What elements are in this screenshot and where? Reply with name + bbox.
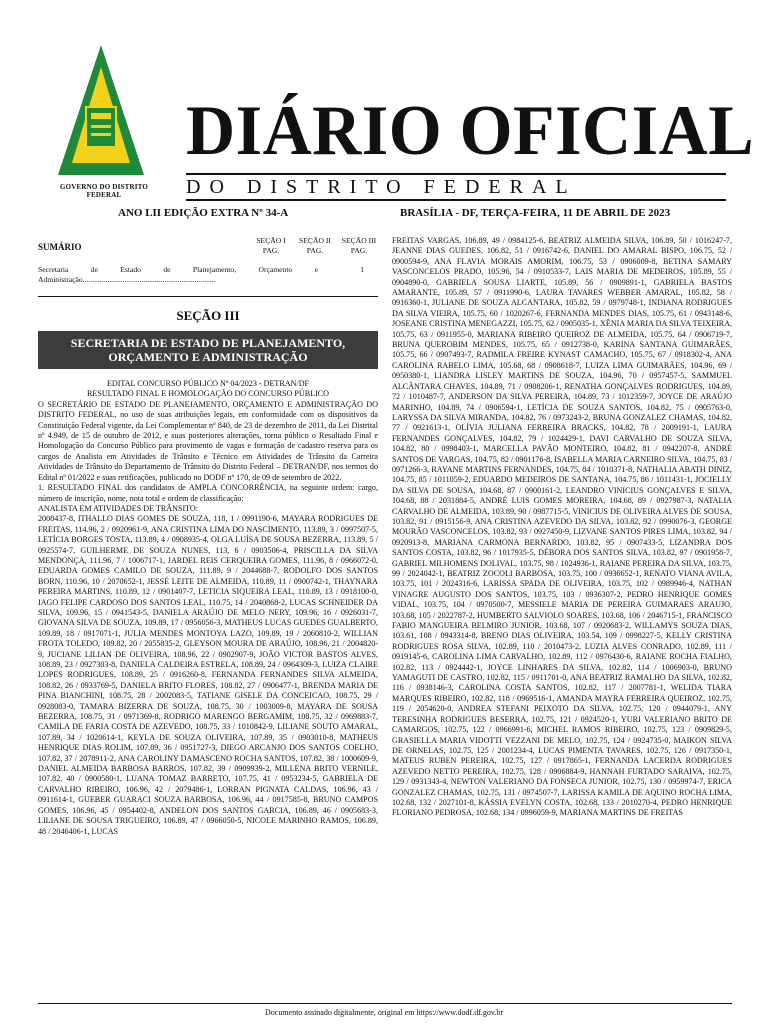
edital-heading bbox=[38, 379, 378, 400]
summary-col-section-2: SEÇÃO II PAG. bbox=[299, 236, 331, 256]
summary-header bbox=[38, 236, 378, 257]
summary-divider bbox=[38, 296, 378, 297]
title-rule-top bbox=[186, 173, 726, 175]
masthead bbox=[0, 0, 768, 200]
left-column bbox=[38, 236, 378, 837]
gdf-coat-of-arms-icon bbox=[56, 45, 146, 195]
footer-divider bbox=[38, 1003, 732, 1004]
newspaper-title: DIÁRIO OFICIAL bbox=[186, 89, 755, 170]
edital-intro: O SECRETÁRIO DE ESTADO DE PLANEJAMENTO, ORÇAMENTO E ADMINISTRAÇÃO DO DISTRITO FEDERAL, no uso de suas atribuições legais, em conformidade com os dispositivos da Constituição Federal vigente, da Lei Complementar nº 840, de 23 de dezembro de 2011, da Lei Distrital nº 4.949, de 15 de outubro de 2012, e suas posteriores alterações, torna público o Resultado Final e Homologação do Concurso Público para provimento de vagas e formação de cadastro reserva para os cargos de Analista em Atividades de Trânsito e Técnico em Atividades de Trânsito da Carreira Atividades de Trânsito do Departamento de Trânsito do Distrito Federal – DETRAN/DF, nos termos do Edital nº 01/2022 e suas retificações, publicado no DODF nº 170, de 09 de setembro de 2022. bbox=[38, 399, 378, 482]
newspaper-subtitle: DO DISTRITO FEDERAL bbox=[186, 176, 577, 198]
edital-subtitle: RESULTADO FINAL E HOMOLOGAÇÃO DO CONCURSO PÚBLICO bbox=[86, 389, 330, 399]
section-banner: SECRETARIA DE ESTADO DE PLANEJAMENTO, ORÇAMENTO E ADMINISTRAÇÃO bbox=[38, 331, 378, 369]
title-rule-bottom bbox=[186, 199, 726, 201]
edition-info: ANO LII EDIÇÃO EXTRA Nº 34-A bbox=[118, 207, 289, 219]
summary-columns bbox=[252, 236, 378, 257]
edital-item-1-subheading: ANALISTA EM ATIVIDADES DE TRÂNSITO: bbox=[38, 503, 199, 513]
footer-note: Documento assinado digitalmente, original em https://www.dodf.df.gov.br bbox=[264, 1008, 504, 1017]
section-title: SEÇÃO III bbox=[176, 307, 240, 323]
summary-entry-page: 1 bbox=[360, 264, 364, 274]
summary-entry bbox=[38, 265, 378, 286]
publication-date: BRASÍLIA - DF, TERÇA-FEIRA, 11 DE ABRIL DE 2023 bbox=[400, 207, 671, 219]
summary-col-section-1: SEÇÃO I PAG. bbox=[256, 236, 286, 256]
summary-title: SUMÁRIO bbox=[38, 242, 82, 252]
summary-col-section-3: SEÇÃO III PAG. bbox=[341, 236, 377, 256]
government-label: GOVERNO DO DISTRITO FEDERAL bbox=[59, 183, 149, 199]
right-column bbox=[392, 236, 732, 819]
edital-item-1: 1. RESULTADO FINAL dos candidatos de AMPLA CONCORRÊNCIA, na seguinte ordem: cargo, número de inscrição, nome, nota total e ordem de classificação: bbox=[38, 483, 378, 503]
edital-title: EDITAL CONCURSO PÚBLICO Nº 04/2023 - DETRAN/DF bbox=[106, 379, 310, 389]
summary-entry-name: Secretaria de Estado de Planejamento, Orçamento e Administração...................................................................... bbox=[38, 264, 318, 285]
results-list-left: 2008437-8, ITHALLO DIAS GOMES DE SOUZA, 118, 1 / 0991190-6, MAYARA RODRIGUES DE FREITAS, 114.96, 2 / 0920961-9, ANA CRISTINA LIMA DO NASCIMENTO, 113.89, 3 / 0997507-5, LETÍCIA BORGES TOSTA, 113.89, 4 / 0908935-4, OLGA LUÍSA DE SOUSA BEZERRA, 113.89, 5 / 0925574-7, GUILHERME DE SOUZA NUNES, 113, 6 / 0903506-4, PRISCILLA DA SILVA MENDONÇA, 111.96, 7 / 1006717-1, JARDEL REIS CERQUEIRA GOMES, 111.96, 8 / 0966072-0, EDUARDA GOMES CAMILO DE SOUZA, 111.89, 9 / 2044688-7, RODOLFO DOS SANTOS BORN, 110.96, 10 / 2070652-1, JESSÉ LEITE DE ALMEIDA, 110.89, 11 / 0900742-1, THAYNARA PEREIRA MARTINS, 110.89, 12 / 0901407-7, LETICIA SIQUEIRA LEAL, 110.89, 13 / 0918100-0, IAGO FELIPE CARDOSO DOS SANTOS LEAL, 110.75, 14 / 2040868-2, LUCAS SCHNEIDER DA SILVA, 109.96, 15 / 0941543-5, DANIELA ARAÚJO DE MELO NERY, 109.96, 16 / 0926031-7, GIOVANA SILVA DE SOUZA, 109.89, 17 / 0956056-3, MATHEUS LUCAS GUEDES GUALBERTO, 109.89, 18 / 0917071-1, JULIA MENDES MONTOYA LAZO, 109.89, 19 / 2060810-2, WILLIAN FROTA TOLEDO, 109.82, 20 / 2055835-2, GLEYSON MOURA DE ARAÚJO, 108.96, 21 / 2004820-9, JUCIANE LILIAN DE OLIVEIRA, 108.96, 22 / 0902907-9, JOÃO VICTOR BASTOS ALVES, 108.89, 23 / 0927303-8, DANIELA CALDEIRA ESTRELA, 108.89, 24 / 0964309-3, LUIZA CLAIRE LOPES RODRIGUES, 108.89, 25 / 0916260-8, FERNANDA FERNANDES SILVA ALMEIDA, 108.82, 26 / 0933769-5, DANIELA BRITO FLORES, 108.82, 27 / 0906477-1, BRENDA MARIA DE PINA BIANCHINI, 108.75, 28 / 2002083-5, TATIANE GISELE DA CONCEICAO, 108.75, 29 / 0928083-0, TAMARA BIZERRA DE SOUZA, 108.75, 30 / 1003009-8, MAYARA DE SOUSA BEZERRA, 108.75, 31 / 0971369-8, RODRIGO MARENGO BERGAMIM, 108.75, 32 / 0969883-7, CAMILA DE FARIA COSTA DE AZEVEDO, 108.75, 33 / 1010842-9, LILIANE SOUTO AMARAL, 107.89, 34 / 1020614-1, KEYLA DE SOUZA OLIVEIRA, 107.89, 35 / 0903010-8, MATHEUS HENRIQUE DIAS ROLIM, 107.89, 36 / 0951727-3, DIEGO ARCANJO DOS SANTOS COELHO, 107.82, 37 / 2078911-2, ANA CAROLINY DAMASCENO ROCHA SANTOS, 107.82, 38 / 1000609-9, DANIEL ALMEIDA BARBOSA BARROS, 107.82, 39 / 0909939-2, MILLENA BRITO VERNILE, 107.82, 40 / 0900580-1, LUANA TOMAZ BARRETO, 107.75, 41 / 0953234-5, GABRIELA DE CARVALHO RIBEIRO, 106.96, 42 / 2079486-1, LORRAN PIGNATA CALDAS, 106.96, 43 / 0911614-1, GUEBER GUARACI SOUZA BARBOSA, 106.96, 44 / 0917585-8, BRUNO CAMPOS GOMES, 106.96, 45 / 0954402-8, ANDELON DOS SANTOS GARCIA, 106.89, 46 / 0905683-3, LILIANE DE SOUSA TRIGUEIRO, 106.89, 47 / 0966050-5, NICOLE MARINHO RAMOS, 106.89, 48 / 2046406-1, LUCAS bbox=[38, 514, 378, 836]
results-list-right: FREITAS VARGAS, 106.89, 49 / 0984125-6, BEATRIZ ALMEIDA SILVA, 106.89, 50 / 1016247-7, JEANNE DIAS GUEDES, 106.82, 51 / 0916742-6, DANIEL DO AMARAL BISPO, 106.75, 52 / 0900594-9, ANA FLAVIA MORAIS AMORIM, 106.75, 53 / 0906009-8, BETINA SAMARY VASCONCELOS PRADO, 105.96, 54 / 0910533-7, LAIS MARIA DE MEDEIROS, 105.89, 55 / 0904890-0, GABRIELA SOUSA LIARTE, 105.89, 56 / 0909891-1, GABRIELA BASTOS AMARANTE, 105.89, 57 / 0911990-6, LAURA TAVARES WEBBER AMARAL, 105.82, 58 / 0916360-1, JULIANE DE SOUZA ALCANTARA, 105.82, 59 / 0979748-1, INDIANA RODRIGUES DA SILVA VIEIRA, 105.75, 60 / 1020267-6, FERNANDA MENDES DIAS, 105.75, 61 / 0943148-6, JOSEANE CRISTINA MENEGAZZI, 105.75, 62 / 0905035-1, XÊNIA MARIA DA SILVA TEIXEIRA, 105.75, 63 / 0911955-0, MARIANA RIBEIRO QUEIROZ DE ALMEIDA, 105.75, 64 / 0906719-7, BRUNA QUEROBIM MENDES, 105.75, 65 / 0912738-0, KARINA SANTANA GUIMARÃES, 105.75, 66 / 0907493-7, RADMILA FREIRE KYNAST CAMACHO, 105.75, 67 / 0918302-4, ANA CAROLINA RABELO LIMA, 105.68, 68 / 0908618-7, LUIZA LIMA GUIMARÃES, 104.96, 69 / 0950380-1, LIANDRA LISLEY MARTINS DE SOUZA, 104.96, 70 / 0957457-5, SAMMUEL ALCÂNTARA CHAVES, 104.89, 71 / 0908206-1, RENATHA GONÇALVES RODRIGUES, 104.89, 72 / 1010487-7, ANDERSON DA SILVA PEREIRA, 104.89, 73 / 1012359-7, JOYCE DE ARAÚJO MARINHO, 104.89, 74 / 0906594-1, LETÍCIA DE SOUZA SANTOS, 104.82, 75 / 0905763-0, LARYSSA DA SILVA MIRANDA, 104.82, 76 / 0973243-2, BRUNA GONZALEZ CHAMAS, 104.82, 77 / 0921613-1, OLÍVIA JULIANA FERREIRA BRACKS, 104.82, 78 / 2009191-1, LAURA FERNANDES GONÇALVES, 104.82, 79 / 1024429-1, DAVI CARVALHO DE SOUZA SILVA, 104.82, 80 / 0998403-1, MARCELLA PAVÃO MONTEIRO, 104.82, 81 / 0942207-8, ANDRÉ SANTOS DE VARGAS, 104.75, 82 / 0901176-8, ISABELLA MARIA CARNEIRO SILVA, 104.75, 83 / 0971266-3, RAYANE MARTINS FERNANDES, 104.75, 84 / 1010371-8, NATHALIA ABATH DINIZ, 104.75, 85 / 1011059-2, EDUARDO MEDEIROS DE SANTANA, 104.75, 86 / 1011431-1, JOCIELLY DA SILVA DE SOUSA, 104.68, 87 / 0900161-2, LEANDRO VINICIUS GONÇALVES E SILVA, 104.68, 88 / 2031884-5, ANDRÉ LUIS GOMES MOREIRA, 104.68, 89 / 0927987-3, NATALIA CARVALHO DE ALMEIDA, 103.89, 90 / 0987715-5, VINICIUS DE OLIVEIRA ALVES DE SOUSA, 103.82, 91 / 0915156-9, ANA CRISTINA AZEVEDO DA SILVA, 103.82, 92 / 0990076-3, GEORGE MOURÃO VASCONCELOS, 103.82, 93 / 0927450-9, LIZVANE SANTOS PIRES LIMA, 103.82, 94 / 0920913-8, MARIANA CARMONA BERNARDO, 103.82, 95 / 0907433-5, LIZANDRA DOS SANTOS COSTA, 103.82, 96 / 1017935-5, DÉBORA DOS SANTOS SILVA, 103.82, 97 / 0901958-7, GABRIEL MILHOMENS DOLIVAL, 103.75, 98 / 1024936-1, RAIANE PEREIRA DA SILVA, 103.75, 99 / 2024042-1, BEATRIZ ZOCOLI BARBOSA, 103.75, 100 / 0936652-1, RENATO VIANA AVILA, 103.75, 101 / 2024316-6, LARISSA SPADA DE OLIVEIRA, 103.75, 102 / 0989946-4, NATHAN VINAGRE AUGUSTO DOS SANTOS, 103.75, 103 / 0936307-2, PEDRO HENRIQUE GOMES VIDAL, 103.75, 104 / 0970500-7, MESSIELE MARIA DE PEREIRA GUIMARAES ARAUJO, 103.68, 105 / 2022787-2, HUMBERTO SALVIOLO SOARES, 103.68, 106 / 2046715-1, FRANCISCO FABIO MANGUEIRA BELMIRO JUNIOR, 103.68, 107 / 0920683-2, WILLAMYS SOUZA DIAS, 103.61, 108 / 0943314-8, BRENO DIAS OLIVEIRA, 103.54, 109 / 0998227-5, KELLY CRISTINA RODRIGUES ROSA SILVA, 102.89, 110 / 2010473-2, LUZIA ALVES CONRADO, 102.89, 111 / 0919145-6, CAROLINA LIMA CARVALHO, 102.89, 112 / 0976430-6, RAIANE ROCHA FIALHO, 102.82, 113 / 0924442-1, JOYCE LINHARES DA SILVA, 102.82, 114 / 1006903-0, BRUNO YAMAGUTI DE CASTRO, 102.82, 115 / 0911701-0, ANA BEATRIZ RAMALHO DA SILVA, 102.82, 116 / 0938146-3, CAROLINA COSTA SANTOS, 102.82, 117 / 2007781-1, WELIDA TIARA MARQUES RIBEIRO, 102.82, 118 / 0969516-1, AMANDA MAYRA FERREIRA QUEIROZ, 102.75, 119 / 2054620-0, ANDREA STEFANI PEIXOTO DA SILVA, 102.75, 120 / 0944079-1, ANY TERESINHA RODRIGUES BESERRA, 102.75, 121 / 0924520-1, YURI VALERIANO BRITO DE CAMARGOS, 102.75, 122 / 0966991-6, MICHEL RAMOS RIBEIRO, 102.75, 123 / 0909829-5, GRASIELLA MARIA VIDOTTI VEZZANI DE MELO, 102.75, 124 / 0924735-0, MAIKON SILVA DE ORNELAS, 102.75, 125 / 2001234-4, LUCAS PIMENTA TAVARES, 102.75, 126 / 0917350-1, MATEUS RUBEN PEREIRA, 102.75, 127 / 0917865-1, FERNANDA LACERDA RODRIGUES AZEVEDO NETTO PEREIRA, 102.75, 128 / 0906884-9, HANNAH FURTADO SARAIVA, 102.75, 129 / 0931343-4, NEWTON VALERIANO DA FONSECA JUNIOR, 102.75, 130 / 0959974-7, ERICA GONZALEZ CHAMAS, 102.75, 131 / 0974507-7, LARISSA KAMILA DE AQUINO ROCHA LIMA, 102.68, 132 / 2027101-8, KÁSSIA EVELYN COSTA, 102.68, 133 / 2010270-4, PEDRO HENRIQUE FLORIANO PEDROSA, 102.68, 134 / 0996059-9, MARIANA MARTINS DE FREITAS bbox=[392, 236, 732, 818]
